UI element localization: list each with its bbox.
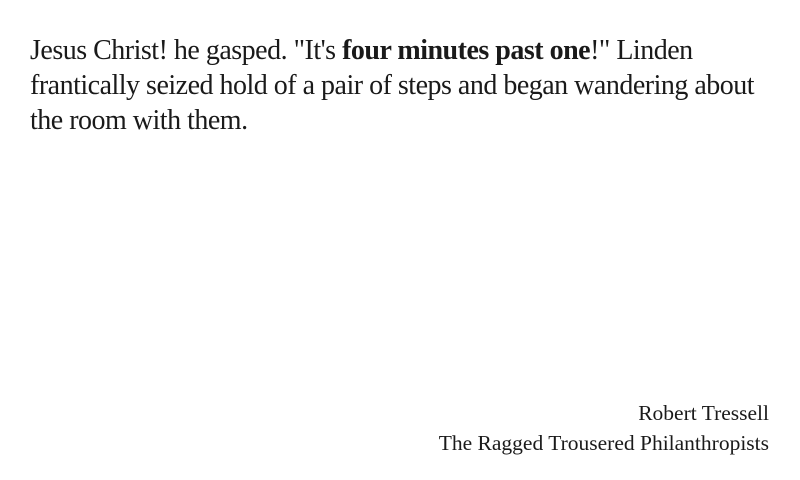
quote-part-1: Jesus Christ! he gasped. "It's	[30, 35, 343, 66]
quote-highlight-time: four minutes past one	[342, 35, 591, 66]
author-name: Robert Tressell	[638, 401, 769, 425]
quote-part-2: !" Linden frantically seized hold of a pair of steps and began wandering about the room with them.	[30, 35, 755, 136]
book-title: The Ragged Trousered Philanthropists	[438, 431, 769, 455]
attribution	[439, 398, 769, 458]
quote-text	[30, 33, 780, 138]
